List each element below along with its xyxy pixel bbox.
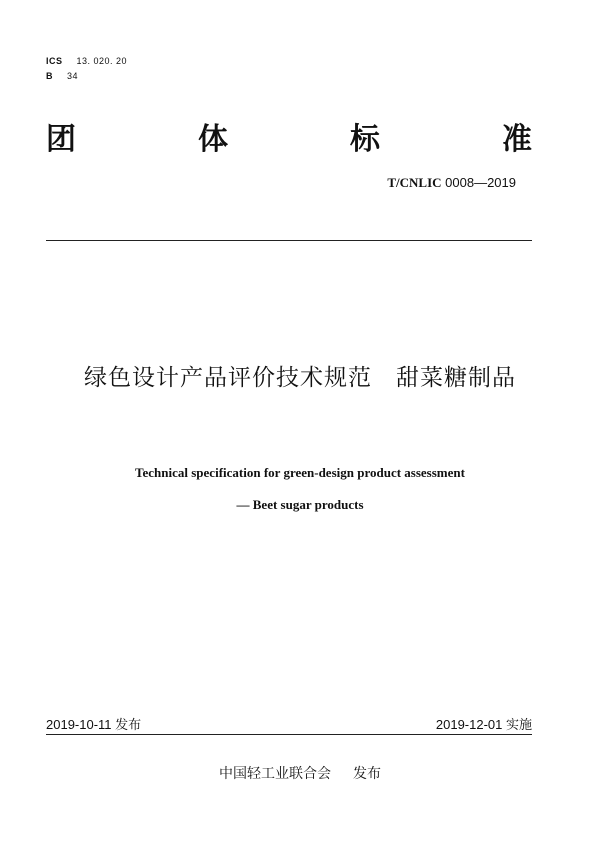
- publisher-line: [0, 763, 600, 783]
- ccs-label: B: [46, 71, 53, 81]
- ccs-value: 34: [67, 71, 79, 81]
- ics-value: 13. 020. 20: [76, 56, 128, 66]
- ccs-code: [46, 71, 78, 81]
- publisher-name: 中国轻工业联合会: [219, 765, 331, 781]
- title-chinese: 绿色设计产品评价技术规范 甜菜糖制品: [84, 365, 516, 391]
- standard-type-char: 准: [502, 122, 532, 157]
- publisher-action: 发布: [353, 765, 381, 781]
- standard-type-char: 体: [198, 122, 228, 157]
- ics-label: ICS: [46, 56, 63, 66]
- standard-type-char: 标: [350, 122, 380, 157]
- standard-type-heading: [46, 120, 532, 160]
- title-english-line1: Technical specification for green-design product assessment: [135, 465, 465, 480]
- standard-number-prefix: T/CNLIC: [387, 175, 442, 190]
- ics-code: [46, 56, 127, 66]
- top-divider: [46, 240, 532, 241]
- implementation-date: 2019-12-01 实施: [435, 717, 532, 732]
- standard-number: [387, 175, 516, 191]
- issue-date: 2019-10-11 发布: [46, 717, 142, 732]
- bottom-divider: [46, 734, 532, 735]
- standard-number-value: 0008—2019: [445, 175, 516, 190]
- title-english-line2: — Beet sugar products: [236, 497, 364, 512]
- standard-type-char: 团: [46, 122, 76, 157]
